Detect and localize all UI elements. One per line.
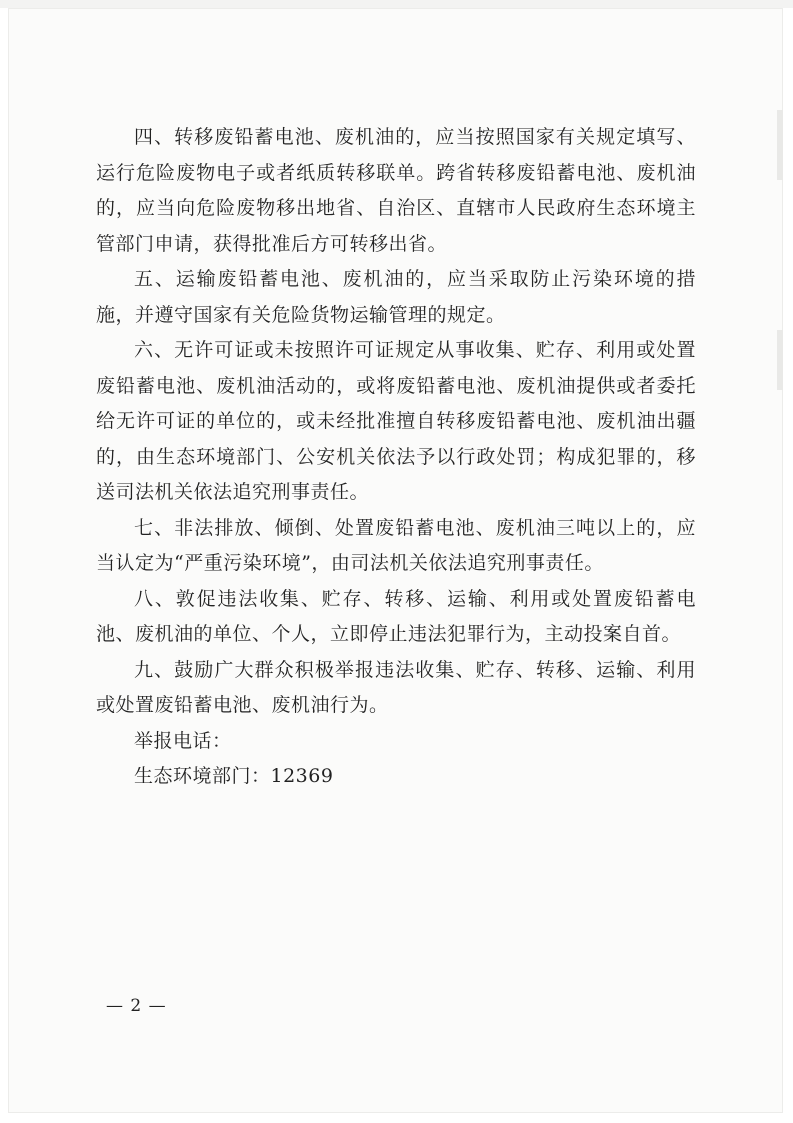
paragraph-9: 九、鼓励广大群众积极举报违法收集、贮存、转移、运输、利用或处置废铅蓄电池、废机油行为。	[96, 658, 696, 716]
page-number: — 2 —	[106, 996, 167, 1016]
hotline-label: 举报电话：	[134, 729, 232, 752]
scan-edge-mark	[777, 330, 783, 390]
scan-top-shade	[0, 0, 793, 8]
paragraph-5: 五、运输废铅蓄电池、废机油的，应当采取防止污染环境的措施，并遵守国家有关危险货物运输管理的规定。	[96, 268, 696, 326]
paragraph-4: 四、转移废铅蓄电池、废机油的，应当按照国家有关规定填写、运行危险废物电子或者纸质转移联单。跨省转移废铅蓄电池、废机油的，应当向危险废物移出地省、自治区、直辖市人民政府生态环境主管部门申请，获得批准后方可转移出省。	[96, 126, 696, 255]
paragraph-8: 八、敦促违法收集、贮存、转移、运输、利用或处置废铅蓄电池、废机油的单位、个人，立即停止违法犯罪行为，主动投案自首。	[96, 587, 696, 645]
document-body	[96, 120, 696, 795]
paragraph-7: 七、非法排放、倾倒、处置废铅蓄电池、废机油三吨以上的，应当认定为“严重污染环境”，由司法机关依法追究刑事责任。	[96, 516, 696, 574]
paragraph-6: 六、无许可证或未按照许可证规定从事收集、贮存、利用或处置废铅蓄电池、废机油活动的，或将废铅蓄电池、废机油提供或者委托给无许可证的单位的，或未经批准擅自转移废铅蓄电池、废机油出疆的，由生态环境部门、公安机关依法予以行政处罚；构成犯罪的，移送司法机关依法追究刑事责任。	[96, 339, 696, 503]
hotline-entry: 生态环境部门：12369	[134, 765, 334, 787]
scan-edge-mark	[777, 110, 783, 180]
